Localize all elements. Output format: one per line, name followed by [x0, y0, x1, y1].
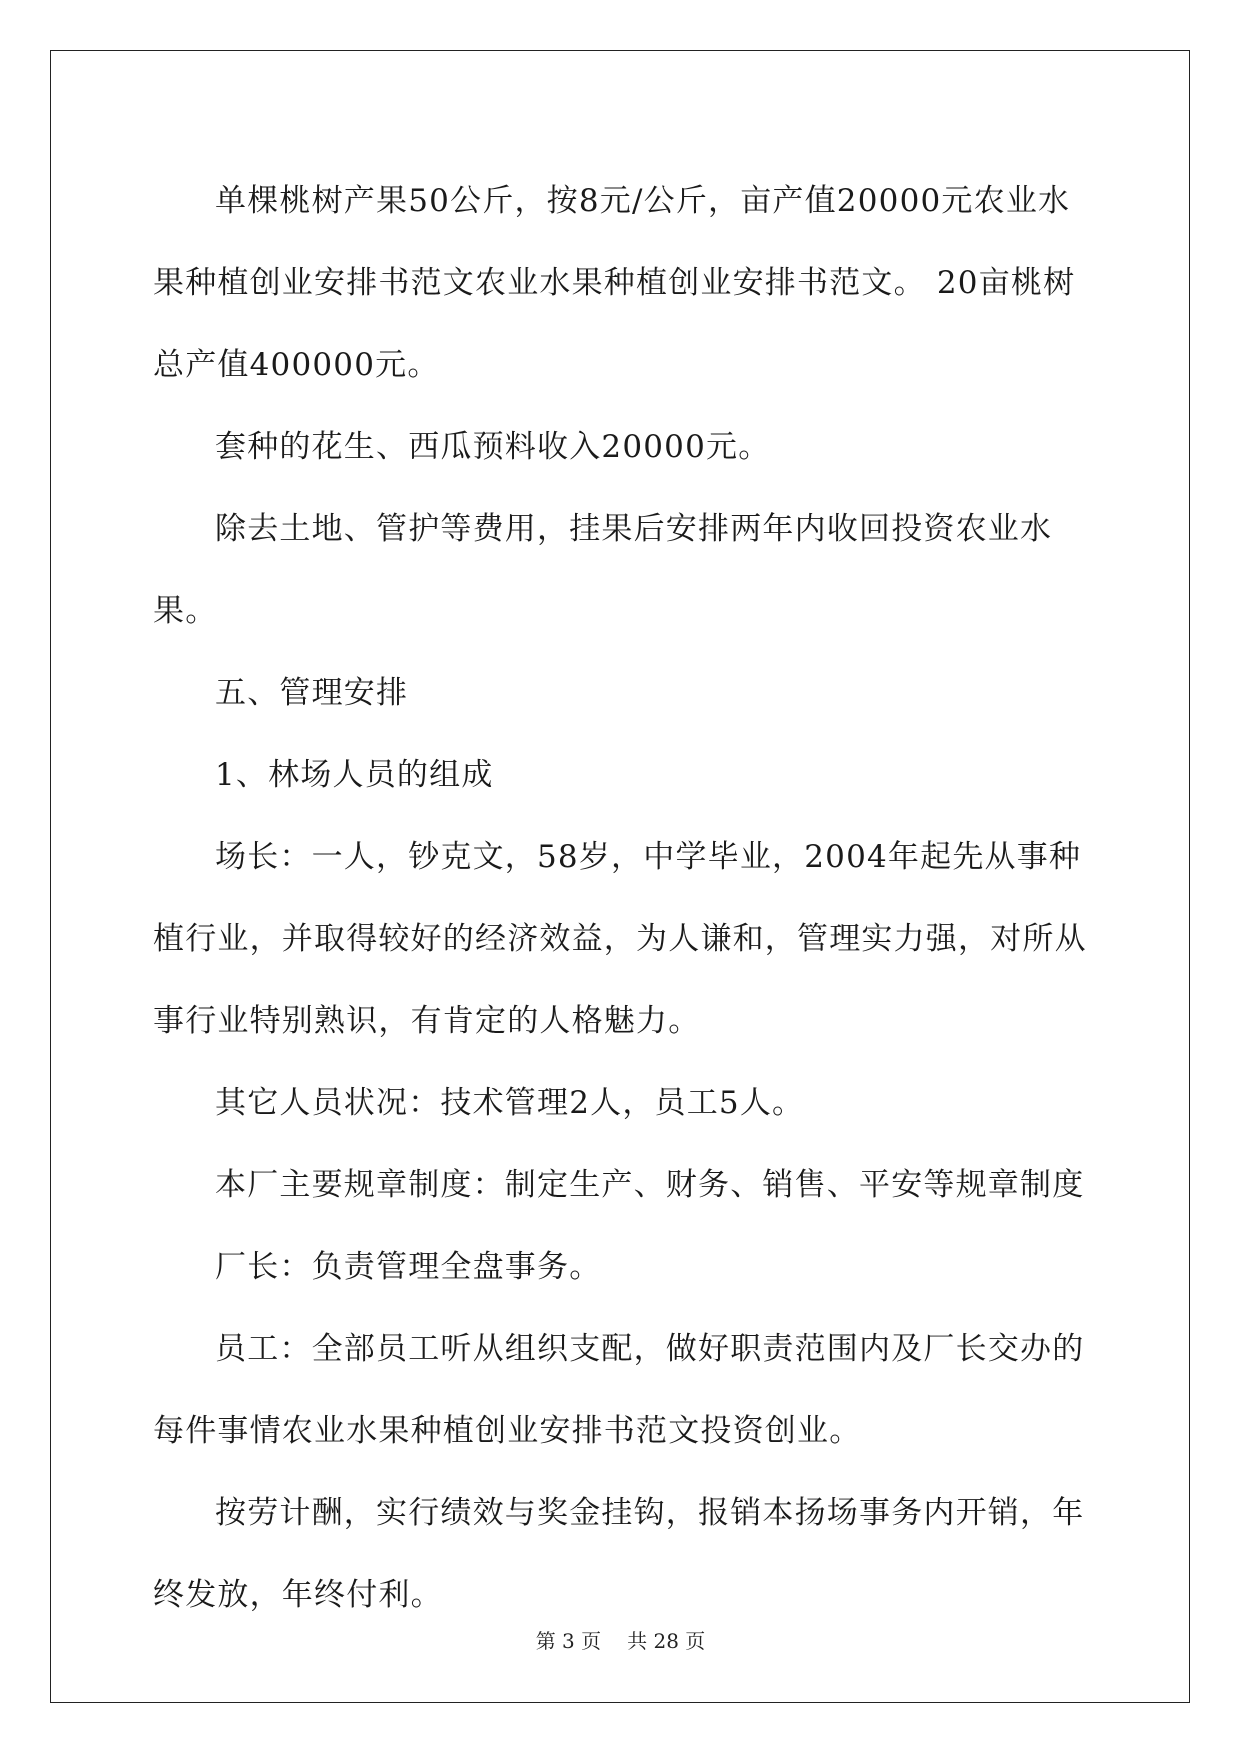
document-body — [153, 160, 1093, 1636]
page-total: 共 28 页 — [627, 1629, 706, 1653]
paragraph: 本厂主要规章制度：制定生产、财务、销售、平安等规章制度 — [215, 1167, 1085, 1203]
paragraph: 场长：一人，钞克文，58岁，中学毕业，2004年起先从事种植行业，并取得较好的经济效益，为人谦和，管理实力强，对所从事行业特别熟识，有肯定的人格魅力。 — [153, 839, 1087, 1039]
paragraph: 员工：全部员工听从组织支配，做好职责范围内及厂长交办的每件事情农业水果种植创业安排书范文投资创业。 — [153, 1331, 1085, 1449]
page-number: 第 3 页 — [535, 1629, 602, 1653]
paragraph: 厂长：负责管理全盘事务。 — [215, 1249, 602, 1285]
paragraph: 单棵桃树产果50公斤，按8元/公斤，亩产值20000元农业水果种植创业安排书范文农业水果种植创业安排书范文。 20亩桃树总产值400000元。 — [153, 183, 1076, 383]
paragraph: 除去土地、管护等费用，挂果后安排两年内收回投资农业水果。 — [153, 511, 1053, 629]
subsection-heading: 1、林场人员的组成 — [215, 757, 494, 793]
paragraph: 套种的花生、西瓜预料收入20000元。 — [215, 429, 771, 465]
paragraph: 按劳计酬，实行绩效与奖金挂钩，报销本扬场事务内开销，年终发放，年终付利。 — [153, 1495, 1085, 1613]
page-footer — [0, 1625, 1241, 1654]
paragraph: 其它人员状况：技术管理2人，员工5人。 — [215, 1085, 805, 1121]
section-heading: 五、管理安排 — [215, 675, 409, 711]
